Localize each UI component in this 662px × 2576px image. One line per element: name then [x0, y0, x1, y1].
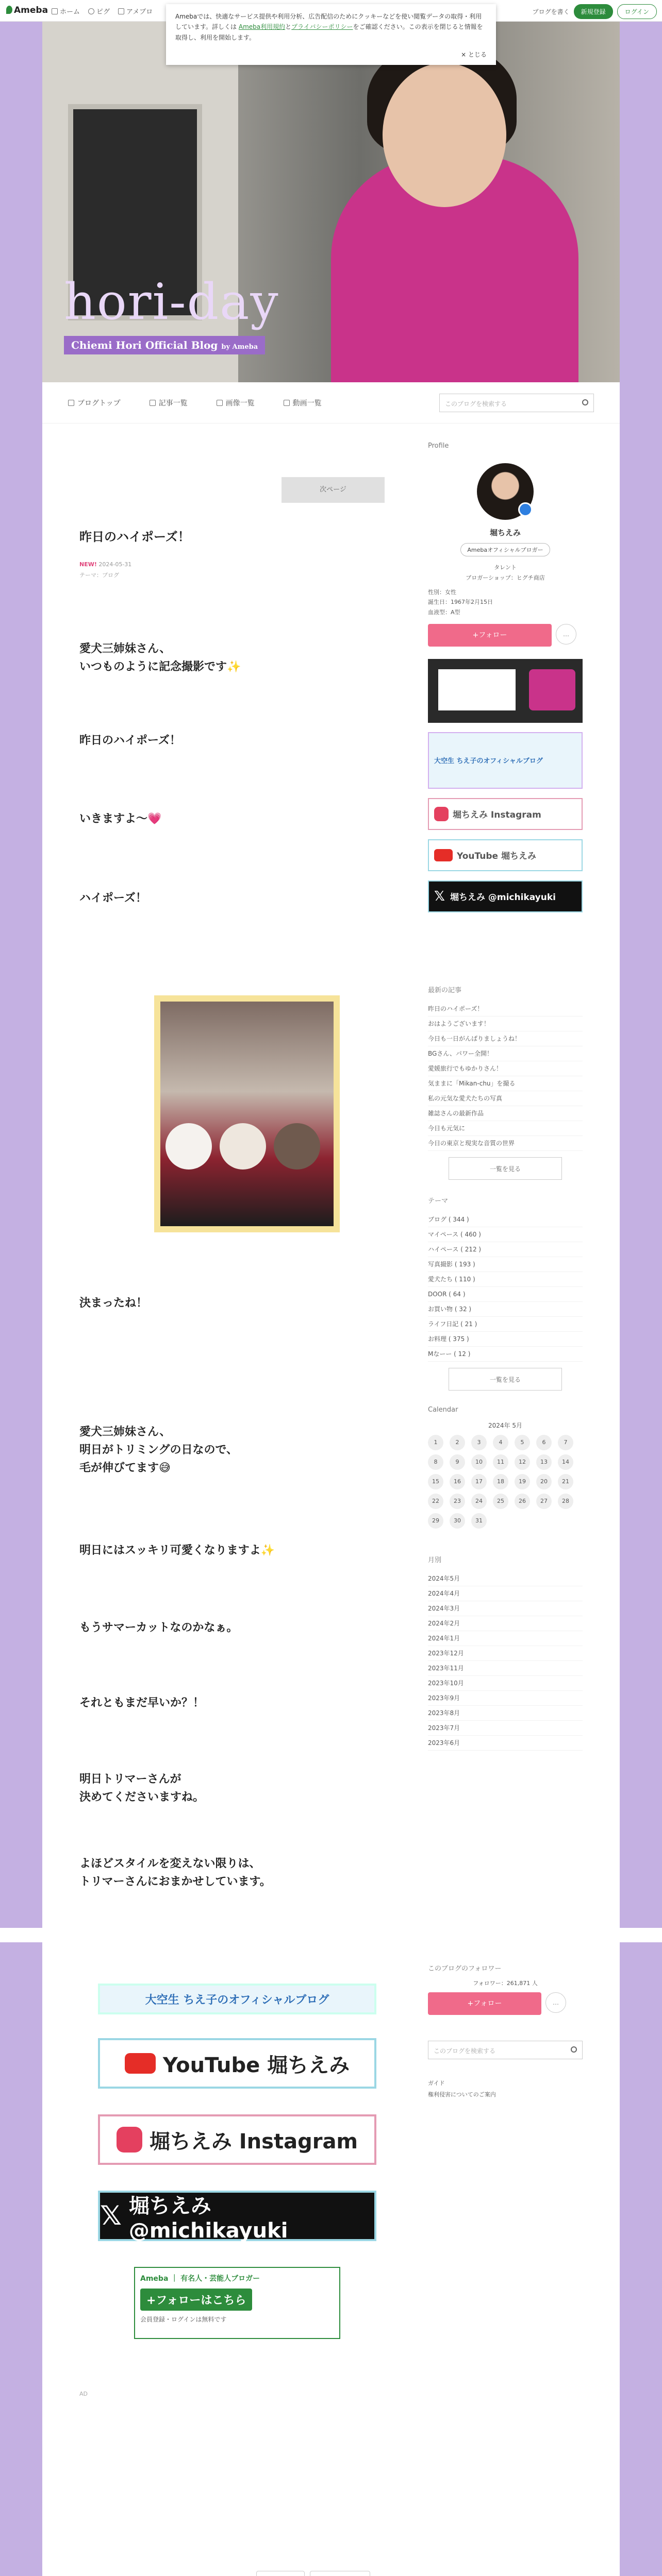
calendar-day[interactable]: 17: [471, 1474, 487, 1489]
archive-item[interactable]: 2023年10月: [428, 1676, 583, 1691]
entry-paragraph: 愛犬三姉妹さん、 いつものように記念撮影です✨: [79, 642, 241, 674]
logo-text: Ameba: [14, 5, 48, 15]
x-icon: 𝕏: [434, 888, 445, 904]
notice-text: Amebaでは、快適なサービス提供や利用分析、広告配信のためにクッキーなどを使い閲覧データの取得・利用しています。詳しくは: [175, 13, 482, 31]
nav-images[interactable]: [217, 398, 255, 408]
rights-link[interactable]: 権利侵害についてのご案内: [428, 2091, 496, 2098]
list-icon: [150, 400, 156, 406]
entry-paragraph: ハイポーズ！: [79, 892, 147, 905]
nav-entries-label: 記事一覧: [158, 399, 188, 408]
calendar-day[interactable]: 7: [558, 1435, 573, 1450]
followers-count: フォロワー：261,871 人: [473, 1980, 538, 1987]
lower-banner-instagram[interactable]: [98, 2114, 376, 2165]
profile-avatar[interactable]: [477, 463, 534, 520]
recent-item[interactable]: 気ままに「Mikan-chu」を撮る: [428, 1076, 583, 1091]
theme-label: テーマ: [428, 1197, 449, 1205]
recent-item[interactable]: おはようございます！: [428, 1016, 583, 1031]
entry-paragraph: 愛犬三姉妹さん、 明日がトリミングの日なので、 毛が伸びてます😅: [79, 1426, 238, 1475]
lower-more-button[interactable]: …: [545, 1992, 566, 2013]
theme-item[interactable]: ライフ日記 ( 21 ): [428, 1317, 583, 1332]
sidebar-banner-youtube[interactable]: [428, 839, 583, 871]
video-icon: [284, 400, 290, 406]
entry-paragraph: もうサマーカットなのかなぁ。: [79, 1621, 238, 1634]
calendar-label: Calendar: [428, 1405, 458, 1414]
x-icon: 𝕏: [100, 2200, 122, 2231]
entry-paragraph: よほどスタイルを変えない限りは、 トリマーさんにおまかせしています。: [79, 1857, 271, 1889]
dog-photo-image: [160, 1002, 334, 1226]
sidebar-banner-book[interactable]: [428, 659, 583, 723]
theme-item[interactable]: Mなーー ( 12 ): [428, 1347, 583, 1362]
nav-ameblo[interactable]: [118, 6, 153, 16]
calendar-day[interactable]: 28: [558, 1494, 573, 1509]
theme-item[interactable]: マイペース ( 460 ): [428, 1227, 583, 1242]
top-nav: [52, 6, 153, 16]
recent-item[interactable]: 昨日のハイポーズ！: [428, 1002, 583, 1016]
calendar-day[interactable]: 18: [493, 1474, 508, 1489]
terms-link[interactable]: Ameba利用規約: [238, 23, 286, 31]
followers-label: このブログのフォロワー: [428, 1965, 502, 1973]
blog-search-input[interactable]: [439, 394, 594, 412]
search-icon[interactable]: [582, 399, 588, 405]
archive-item[interactable]: 2024年4月: [428, 1586, 583, 1601]
calendar-grid: [428, 1435, 583, 1529]
calendar-day[interactable]: 29: [428, 1513, 443, 1529]
entry-paragraph: それともまだ早いか？！: [79, 1697, 205, 1709]
calendar-day[interactable]: 11: [493, 1454, 508, 1470]
ameba-logo[interactable]: [6, 5, 48, 15]
calendar-day[interactable]: 22: [428, 1494, 443, 1509]
calendar-day[interactable]: 25: [493, 1494, 508, 1509]
calendar-day[interactable]: 15: [428, 1474, 443, 1489]
archive-item[interactable]: 2023年9月: [428, 1691, 583, 1706]
banner-book-cover: [438, 669, 516, 710]
calendar-day[interactable]: 14: [558, 1454, 573, 1470]
dog-2: [220, 1123, 266, 1170]
recent-item[interactable]: BGさん、パワー全開！: [428, 1046, 583, 1061]
comment-button[interactable]: [310, 2571, 370, 2576]
entry-paragraph: 決まったね！: [79, 1297, 148, 1310]
recent-item[interactable]: 愛媛旅行でもゆかりさん！: [428, 1061, 583, 1076]
profile-category: タレント: [494, 564, 517, 571]
calendar-day[interactable]: 16: [450, 1474, 465, 1489]
dog-3: [274, 1123, 320, 1170]
profile-name[interactable]: 堀ちえみ: [489, 528, 521, 537]
entry-paragraph: 昨日のハイポーズ！: [79, 734, 181, 747]
join-note: 会員登録・ログインは無料です: [140, 2316, 227, 2323]
dog-1: [166, 1123, 212, 1170]
ameba-follow-banner[interactable]: Ameba ｜ 有名人・芸能人ブロガー +フォローはこちら 会員登録・ログインは無料です: [134, 2267, 340, 2339]
write-blog-link[interactable]: ブログを書く: [532, 8, 570, 15]
banner-x-label: 堀ちえみ @michikayuki: [450, 892, 556, 903]
join-cta[interactable]: +フォローはこちら: [140, 2289, 252, 2311]
login-button[interactable]: ログイン: [617, 4, 657, 19]
search-placeholder: このブログを検索する: [445, 400, 507, 408]
calendar-day[interactable]: 21: [558, 1474, 573, 1489]
youtube-icon: [434, 849, 453, 861]
nav-videos-label: 動画一覧: [292, 399, 322, 408]
profile-blood: 血液型：A型: [428, 609, 460, 616]
recent-item[interactable]: 今日も一日がんばりましょうね！: [428, 1031, 583, 1046]
youtube-icon: [125, 2053, 156, 2074]
nav-ameblo-label: アメブロ: [126, 8, 153, 16]
camera-icon: [217, 400, 223, 406]
content-area: [42, 423, 620, 1928]
recent-item[interactable]: 今日も元気に: [428, 1121, 583, 1136]
profile-gender: 性別：女性: [428, 588, 456, 596]
recent-item[interactable]: 私の元気な愛犬たちの写真: [428, 1091, 583, 1106]
theme-item[interactable]: お料理 ( 375 ): [428, 1332, 583, 1347]
lower-banner-youtube-label: YouTube 堀ちえみ: [162, 2053, 350, 2077]
entry-title[interactable]: 昨日のハイポーズ！: [79, 530, 190, 544]
entry-paragraph: 明日トリマーさんが 決めてくださいますね。: [79, 1773, 205, 1804]
join-sub: 有名人・芸能人ブロガー: [180, 2275, 260, 2283]
official-blogger-badge: Amebaオフィシャルブロガー: [460, 543, 550, 556]
ameba-leaf-icon: [6, 6, 12, 14]
register-button[interactable]: 新規登録: [574, 4, 613, 19]
calendar-month: 2024年 5月: [488, 1421, 522, 1429]
calendar-day[interactable]: 8: [428, 1454, 443, 1470]
calendar-day[interactable]: 19: [515, 1474, 530, 1489]
blog-subtitle: [64, 336, 265, 354]
dog-photo[interactable]: [154, 995, 340, 1232]
theme-list: [428, 1212, 583, 1362]
instagram-icon: [117, 2127, 142, 2153]
calendar-day[interactable]: 26: [515, 1494, 530, 1509]
nav-entries[interactable]: [150, 398, 188, 408]
archive-item[interactable]: 2024年3月: [428, 1601, 583, 1616]
calendar-day[interactable]: 4: [493, 1435, 508, 1450]
theme-item[interactable]: ブログ ( 344 ): [428, 1212, 583, 1227]
entry-paragraph: いきますよ〜💗: [79, 812, 162, 825]
lower-banner-blog-label: 大空生 ちえ子のオフィシャルブログ: [145, 1993, 329, 2007]
profile-shop[interactable]: ブロガーショップ：ヒグチ商店: [466, 574, 545, 581]
nav-home-label: ホーム: [60, 8, 80, 16]
search-icon[interactable]: [571, 2046, 577, 2053]
nav-pigg[interactable]: [88, 6, 110, 16]
blog-top-icon: [68, 400, 74, 406]
blog-icon: [118, 8, 124, 14]
subtitle-text: Chiemi Hori Official Blog: [71, 339, 218, 351]
theme-item[interactable]: DOOR ( 64 ): [428, 1287, 583, 1302]
recent-list: [428, 1002, 583, 1151]
lower-banner-x-label: 堀ちえみ @michikayuki: [128, 2194, 288, 2243]
calendar-day[interactable]: 24: [471, 1494, 487, 1509]
nav-home[interactable]: [52, 6, 80, 16]
calendar-day[interactable]: 1: [428, 1435, 443, 1450]
entry-theme[interactable]: テーマ：ブログ: [79, 571, 119, 579]
calendar-day[interactable]: 12: [515, 1454, 530, 1470]
by-ameba: by Ameba: [221, 343, 258, 351]
archive-item[interactable]: 2023年6月: [428, 1736, 583, 1751]
home-icon: [52, 8, 58, 14]
lower-sidebar: [428, 1942, 583, 2100]
blog-title[interactable]: hori-day: [64, 273, 279, 331]
calendar-day[interactable]: 13: [536, 1454, 552, 1470]
theme-item[interactable]: 写真撮影 ( 193 ): [428, 1257, 583, 1272]
archive-label: 月別: [428, 1556, 442, 1564]
instagram-icon: [434, 807, 449, 821]
profile-label: Profile: [428, 442, 449, 450]
calendar-day[interactable]: 20: [536, 1474, 552, 1489]
calendar-day[interactable]: 10: [471, 1454, 487, 1470]
archive-item[interactable]: 2024年1月: [428, 1631, 583, 1646]
ad-label: AD: [79, 2391, 88, 2397]
theme-more-button[interactable]: 一覧を見る: [449, 1368, 562, 1391]
archive-item[interactable]: 2024年5月: [428, 1571, 583, 1586]
entry-date: 2024-05-31: [98, 561, 132, 568]
calendar-day[interactable]: 3: [471, 1435, 487, 1450]
calendar-day[interactable]: 2: [450, 1435, 465, 1450]
lower-section: [42, 1942, 620, 2576]
lower-search-placeholder: このブログを検索する: [434, 2047, 496, 2055]
calendar-day[interactable]: 30: [450, 1513, 465, 1529]
nav-videos[interactable]: [284, 398, 322, 408]
new-badge: NEW!: [79, 561, 97, 568]
archive-item[interactable]: 2023年8月: [428, 1706, 583, 1721]
calendar-day[interactable]: 9: [450, 1454, 465, 1470]
nav-blog-top-label: ブログトップ: [77, 399, 121, 408]
header-person-face: [383, 63, 506, 207]
calendar-day[interactable]: 23: [450, 1494, 465, 1509]
theme-item[interactable]: ハイペース ( 212 ): [428, 1242, 583, 1257]
sidebar: [428, 423, 583, 1751]
nav-blog-top[interactable]: [68, 398, 121, 408]
lower-banner-blog[interactable]: [98, 1984, 376, 2014]
nav-pigg-label: ピグ: [96, 8, 110, 16]
archive-item[interactable]: 2023年12月: [428, 1646, 583, 1661]
lower-banner-instagram-label: 堀ちえみ Instagram: [149, 2129, 358, 2154]
recent-item[interactable]: 今日の東京と現実な音質の世界: [428, 1136, 583, 1151]
notice-close-button[interactable]: × とじる: [461, 50, 487, 58]
privacy-link[interactable]: プライバシーポリシー: [291, 23, 353, 31]
calendar-day[interactable]: 6: [536, 1435, 552, 1450]
pigg-icon: [88, 8, 94, 14]
banner-blog-label: 大空生 ちえ子のオフィシャルブログ: [434, 757, 543, 766]
archive-item[interactable]: 2023年11月: [428, 1661, 583, 1676]
sidebar-banner-x[interactable]: [428, 880, 583, 912]
more-button[interactable]: …: [556, 624, 576, 645]
calendar-day[interactable]: 27: [536, 1494, 552, 1509]
entry-actions: [256, 2571, 370, 2576]
theme-item[interactable]: 愛犬たち ( 110 ): [428, 1272, 583, 1287]
blog-subnav: [42, 382, 620, 423]
recent-item[interactable]: 雑誌さんの最新作品: [428, 1106, 583, 1121]
top-actions: [533, 4, 657, 19]
entry-meta: [79, 560, 131, 581]
recent-more-button[interactable]: 一覧を見る: [449, 1157, 562, 1180]
nav-images-label: 画像一覧: [225, 399, 255, 408]
lower-banner-youtube[interactable]: [98, 2038, 376, 2089]
notice-tail: をご確認ください。この表示を閉じると情報を取得し、利用を開始します。: [175, 23, 483, 41]
follow-button[interactable]: +フォロー: [428, 624, 552, 647]
recent-label: 最新の記事: [428, 986, 462, 994]
lower-banner-x[interactable]: [98, 2191, 376, 2241]
blog-header: [42, 22, 620, 382]
notice-and: と: [285, 23, 292, 31]
archive-list: [428, 1571, 583, 1751]
join-title: Ameba: [140, 2275, 169, 2283]
lower-search-input[interactable]: [428, 2041, 583, 2059]
lower-follow-button[interactable]: +フォロー: [428, 1992, 541, 2015]
cookie-notice: [166, 4, 496, 65]
like-button[interactable]: [256, 2571, 305, 2576]
sidebar-banner-blog[interactable]: [428, 732, 583, 789]
next-page-button[interactable]: 次ページ: [282, 477, 385, 503]
profile-birthday: 誕生日：1967年2月15日: [428, 599, 493, 606]
verified-badge-icon: [518, 502, 533, 517]
banner-instagram-label: 堀ちえみ Instagram: [453, 810, 541, 821]
banner-book-photo: [529, 669, 575, 710]
entry-paragraph: 明日にはスッキリ可愛くなりますよ✨: [79, 1544, 275, 1557]
sidebar-banner-instagram[interactable]: [428, 798, 583, 830]
archive-item[interactable]: 2024年2月: [428, 1616, 583, 1631]
guide-link[interactable]: ガイド: [428, 2080, 445, 2087]
calendar-day[interactable]: 31: [471, 1513, 487, 1529]
banner-youtube-label: YouTube 堀ちえみ: [457, 851, 536, 862]
theme-item[interactable]: お買い物 ( 32 ): [428, 1302, 583, 1317]
archive-item[interactable]: 2023年7月: [428, 1721, 583, 1736]
calendar-day[interactable]: 5: [515, 1435, 530, 1450]
